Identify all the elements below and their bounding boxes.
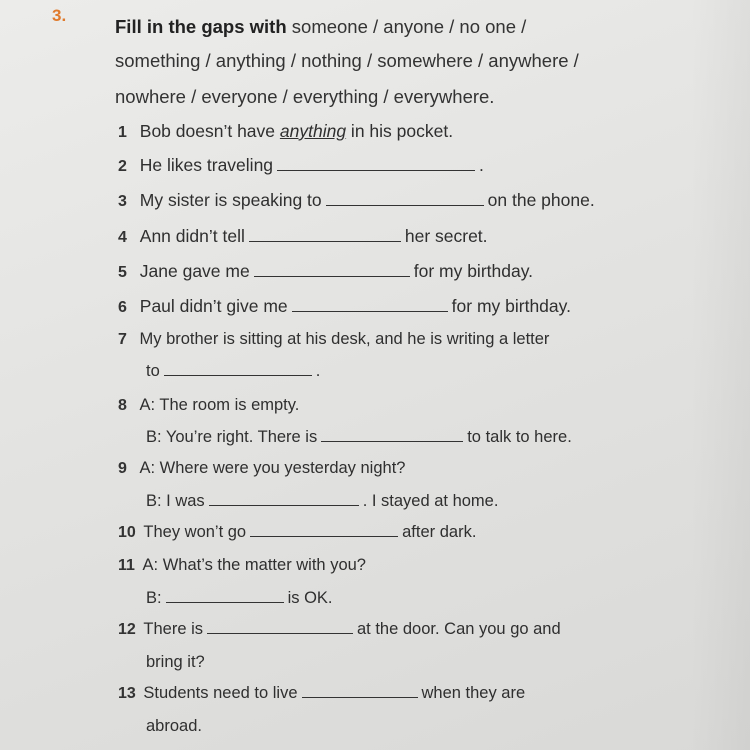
item-text: B: You’re right. There is xyxy=(146,428,318,446)
item-text: A: Where were you yesterday night? xyxy=(139,459,406,477)
item-text-after: in his pocket. xyxy=(346,121,454,141)
item-text-after: her secret. xyxy=(404,226,488,246)
item-10 xyxy=(118,523,476,542)
item-number: 13 xyxy=(118,685,136,702)
item-8-line-2 xyxy=(146,428,572,447)
item-12 xyxy=(118,620,561,639)
item-5 xyxy=(118,261,533,282)
answer-blank[interactable] xyxy=(250,534,398,537)
item-number: 2 xyxy=(118,158,127,175)
item-text: He likes traveling xyxy=(139,155,274,175)
item-8 xyxy=(118,396,299,415)
answer-blank[interactable] xyxy=(249,239,401,242)
item-number: 8 xyxy=(118,397,127,414)
item-text-after: . xyxy=(479,155,484,175)
item-9-line-2 xyxy=(146,492,498,511)
item-7 xyxy=(118,330,549,349)
item-13-line-2: abroad. xyxy=(146,717,202,735)
item-text: Students need to live xyxy=(143,684,298,702)
answer-blank[interactable] xyxy=(302,695,418,698)
item-13 xyxy=(118,684,525,703)
item-text: My sister is speaking to xyxy=(139,190,322,210)
item-text: A: The room is empty. xyxy=(139,396,300,414)
answer-blank[interactable] xyxy=(254,274,410,277)
item-3 xyxy=(118,190,595,211)
item-text-after: . I stayed at home. xyxy=(362,492,499,510)
page-shadow xyxy=(690,0,750,750)
item-number: 6 xyxy=(118,299,127,316)
item-text: A: What’s the matter with you? xyxy=(142,556,366,574)
answer-blank[interactable] xyxy=(207,631,353,634)
item-4 xyxy=(118,226,488,247)
item-number: 12 xyxy=(118,621,136,638)
item-text: B: I was xyxy=(146,492,205,510)
item-number: 5 xyxy=(118,264,127,281)
item-12-line-2: bring it? xyxy=(146,653,205,671)
item-text-after: to talk to here. xyxy=(467,428,572,446)
item-2 xyxy=(118,155,484,176)
item-number: 3 xyxy=(118,193,127,210)
instruction-line-2: something / anything / nothing / somewhere / anywhere / xyxy=(115,50,579,71)
item-text: My brother is sitting at his desk, and he is writing a letter xyxy=(139,330,550,348)
item-text-after: after dark. xyxy=(402,523,477,541)
item-number: 1 xyxy=(118,124,127,141)
answer-blank[interactable] xyxy=(277,168,475,171)
item-text: Paul didn’t give me xyxy=(139,296,288,316)
item-number: 11 xyxy=(118,557,135,574)
instruction-rest: someone / anyone / no one / xyxy=(286,16,527,37)
item-11 xyxy=(118,556,366,575)
item-text: B: xyxy=(146,589,162,607)
item-number: 7 xyxy=(118,331,127,348)
answer-blank[interactable] xyxy=(326,203,484,206)
exercise-number: 3. xyxy=(52,6,67,25)
item-9 xyxy=(118,459,405,478)
answer-blank[interactable] xyxy=(209,503,359,506)
item-text-after: when they are xyxy=(421,684,526,702)
instruction-bold: Fill in the gaps with xyxy=(115,16,287,37)
item-text: to xyxy=(146,362,160,380)
item-7-line-2 xyxy=(146,362,320,381)
item-1 xyxy=(118,121,453,142)
item-text-after: for my birthday. xyxy=(413,261,534,281)
item-text-after: . xyxy=(315,362,321,380)
instruction-line-3: nowhere / everyone / everything / everywhere. xyxy=(115,86,495,107)
item-text-after: at the door. Can you go and xyxy=(357,620,561,638)
item-text: Ann didn’t tell xyxy=(139,226,245,246)
item-text: They won’t go xyxy=(143,523,247,541)
item-number: 10 xyxy=(118,524,136,541)
item-text: Jane gave me xyxy=(139,261,250,281)
example-answer: anything xyxy=(279,121,347,141)
item-text-after: is OK. xyxy=(287,589,333,607)
item-6 xyxy=(118,296,571,317)
answer-blank[interactable] xyxy=(164,373,312,376)
answer-blank[interactable] xyxy=(166,600,284,603)
answer-blank[interactable] xyxy=(292,309,448,312)
instruction-line-1 xyxy=(115,16,526,38)
item-11-line-2 xyxy=(146,589,333,608)
item-text: There is xyxy=(143,620,203,638)
item-number: 4 xyxy=(118,229,127,246)
item-number: 9 xyxy=(118,460,127,477)
item-text-after: for my birthday. xyxy=(451,296,571,316)
answer-blank[interactable] xyxy=(321,439,463,442)
item-text-after: on the phone. xyxy=(487,190,595,210)
item-text: Bob doesn’t have xyxy=(139,121,280,141)
